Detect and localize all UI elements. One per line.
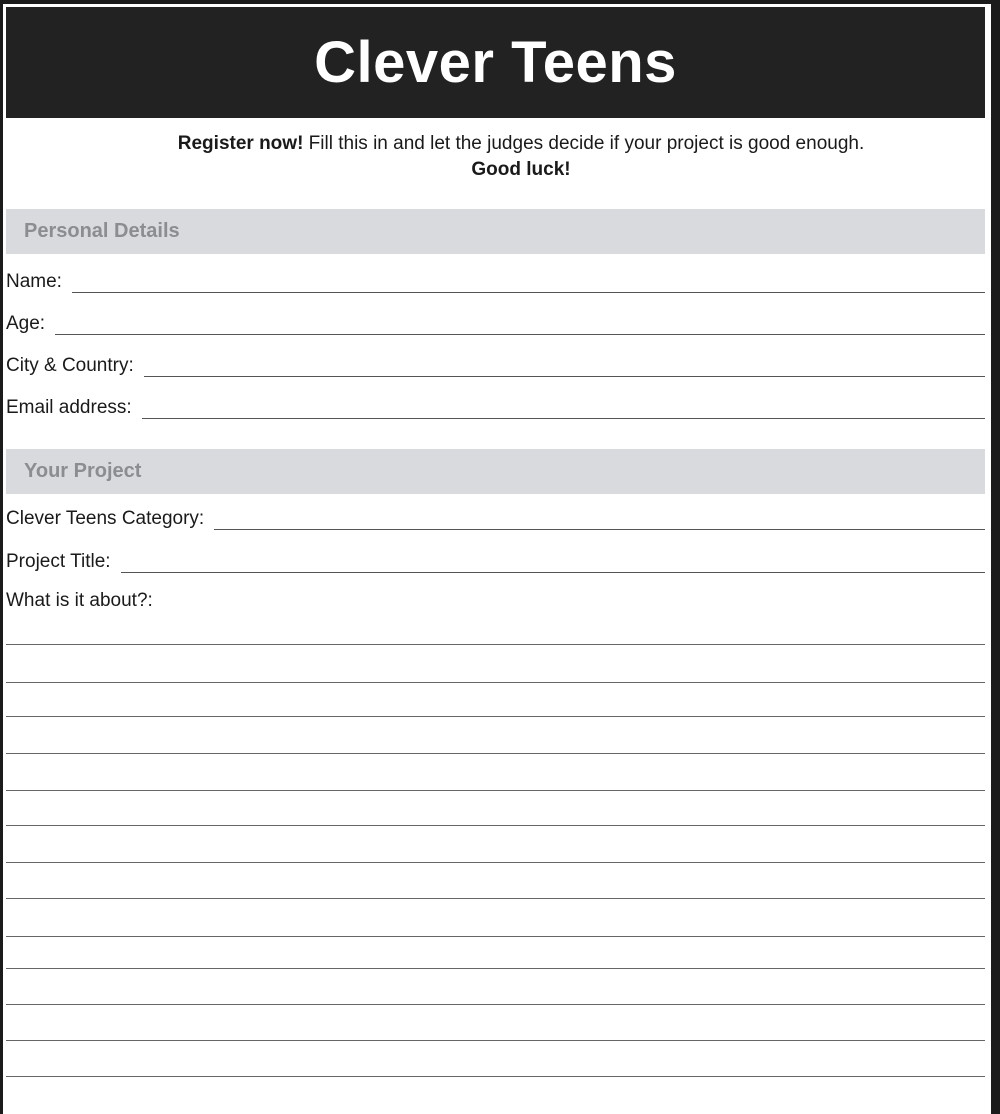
project-title-label: Project Title: [6, 551, 111, 572]
category-input-line[interactable] [214, 529, 985, 530]
frame-top-border [0, 0, 1000, 4]
age-field[interactable] [6, 307, 985, 335]
writing-line[interactable] [6, 1040, 985, 1041]
writing-line[interactable] [6, 716, 985, 717]
city-country-field[interactable] [6, 349, 985, 377]
writing-line[interactable] [6, 968, 985, 969]
writing-line[interactable] [6, 1076, 985, 1077]
writing-line[interactable] [6, 862, 985, 863]
name-label: Name: [6, 271, 62, 292]
writing-line[interactable] [6, 936, 985, 937]
writing-line[interactable] [6, 753, 985, 754]
writing-line[interactable] [6, 682, 985, 683]
about-label: What is it about?: [6, 590, 153, 611]
project-title-field[interactable] [6, 545, 985, 573]
intro-closing: Good luck! [471, 159, 571, 180]
age-label: Age: [6, 313, 46, 334]
category-label: Clever Teens Category: [6, 508, 205, 529]
writing-line[interactable] [6, 825, 985, 826]
intro-text [6, 131, 1000, 183]
city-country-label: City & Country: [6, 355, 134, 376]
name-input-line[interactable] [72, 292, 985, 293]
age-input-line[interactable] [55, 334, 985, 335]
project-title-input-line[interactable] [121, 572, 985, 573]
email-input-line[interactable] [142, 418, 985, 419]
name-field[interactable] [6, 265, 985, 293]
writing-line[interactable] [6, 790, 985, 791]
intro-line [6, 131, 1000, 157]
section-your-project: Your Project [6, 449, 985, 494]
writing-line[interactable] [6, 644, 985, 645]
writing-line[interactable] [6, 1004, 985, 1005]
section-personal-details: Personal Details [6, 209, 985, 254]
frame-left-border [0, 0, 3, 1114]
category-field[interactable] [6, 502, 985, 530]
intro-body: Fill this in and let the judges decide if your project is good enough. [303, 133, 865, 154]
email-label: Email address: [6, 397, 132, 418]
city-country-input-line[interactable] [144, 376, 985, 377]
intro-lead: Register now! [177, 133, 304, 154]
email-field[interactable] [6, 391, 985, 419]
form-title: Clever Teens [6, 7, 985, 118]
registration-form [6, 7, 985, 1114]
writing-line[interactable] [6, 898, 985, 899]
